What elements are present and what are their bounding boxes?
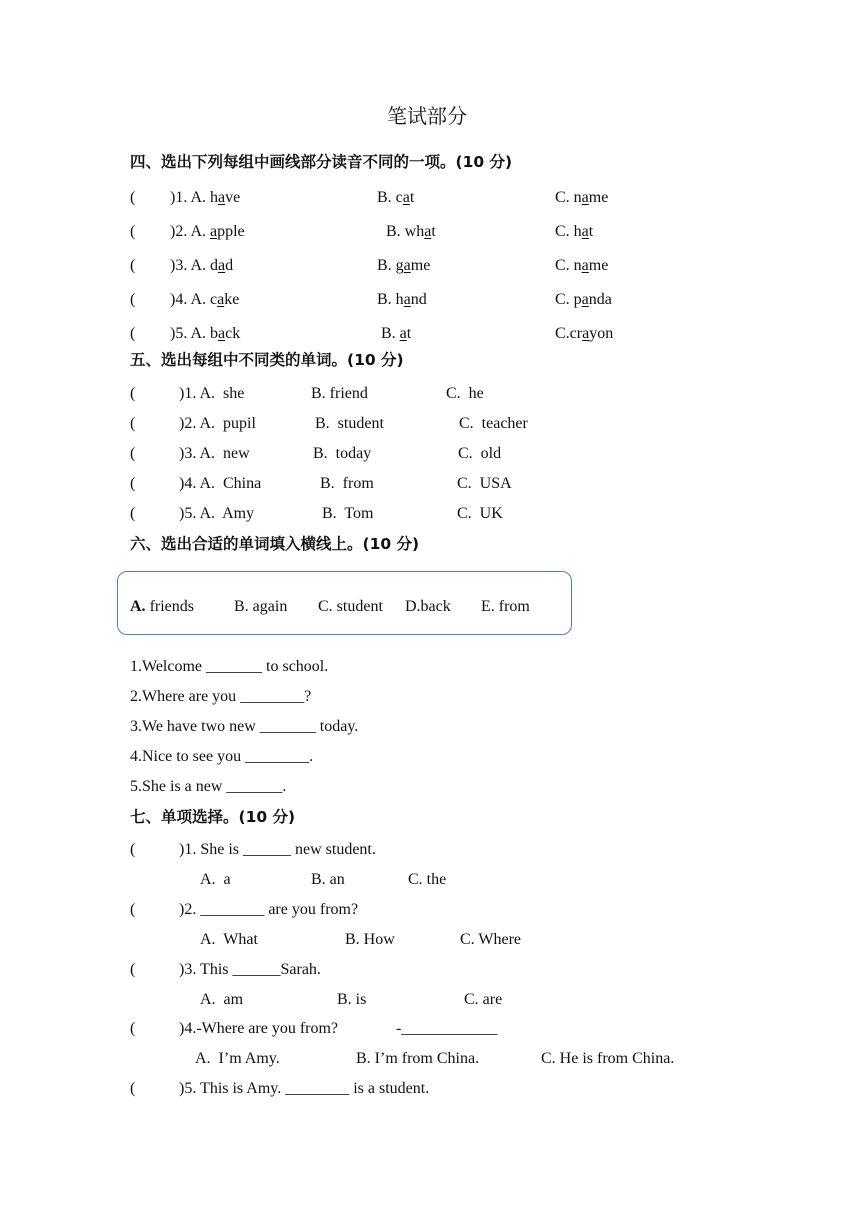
section-4-heading: 四、选出下列每组中画线部分读音不同的一项。(10 分) (130, 153, 513, 171)
sec5-open-paren-3: ( (130, 445, 136, 462)
sec7-option-c-1: C. the (408, 871, 447, 888)
sec4-answer-slot-1: )1. A. have (170, 189, 241, 206)
sec5-open-paren-4: ( (130, 475, 136, 492)
sec7-option-b-1: B. an (311, 871, 345, 888)
sec5-open-paren-1: ( (130, 385, 136, 402)
sec7-option-a-4: A. I’m Amy. (195, 1050, 280, 1067)
sec5-option-c-1: C. he (446, 385, 484, 402)
fill-blank-1: 1.Welcome _______ to school. (130, 658, 329, 675)
word-bank-a: A. friends (130, 598, 194, 615)
word-bank-e: E. from (481, 598, 530, 615)
sec4-open-paren-2: ( (130, 223, 136, 240)
sec7-open-paren-2: ( (130, 901, 136, 918)
sec4-option-b-5: B. at (381, 325, 412, 342)
sec5-option-b-5: B. Tom (322, 505, 374, 522)
sec4-answer-slot-2: )2. A. apple (170, 223, 245, 240)
sec7-option-c-2: C. Where (460, 931, 522, 948)
sec5-open-paren-2: ( (130, 415, 136, 432)
sec7-option-a-2: A. What (200, 931, 258, 948)
sec7-option-a-1: A. a (200, 871, 231, 888)
sec4-answer-slot-4: )4. A. cake (170, 291, 240, 308)
sec4-option-c-3: C. name (555, 257, 609, 274)
fill-blank-3: 3.We have two new _______ today. (130, 718, 359, 735)
sec7-answer-slot-2: )2. ________ are you from? (179, 901, 359, 918)
section-7-heading: 七、单项选择。(10 分) (130, 808, 296, 826)
sec5-option-c-4: C. USA (457, 475, 512, 492)
sec7-option-b-4: B. I’m from China. (356, 1050, 480, 1067)
sec5-option-c-3: C. old (458, 445, 502, 462)
sec5-answer-slot-5: )5. A. Amy (179, 505, 255, 522)
sec4-open-paren-4: ( (130, 291, 136, 308)
sec5-answer-slot-3: )3. A. new (179, 445, 250, 462)
sec7-open-paren-3: ( (130, 961, 136, 978)
sec4-answer-slot-5: )5. A. back (170, 325, 241, 342)
sec5-open-paren-5: ( (130, 505, 136, 522)
sec4-open-paren-1: ( (130, 189, 136, 206)
sec7-option-b-2: B. How (345, 931, 395, 948)
sec4-option-c-1: C. name (555, 189, 609, 206)
sec7-answer-slot-3: )3. This ______Sarah. (179, 961, 321, 978)
sec4-open-paren-5: ( (130, 325, 136, 342)
sec4-option-c-4: C. panda (555, 291, 612, 308)
sec5-answer-slot-1: )1. A. she (179, 385, 245, 402)
word-bank-c: C. student (318, 598, 383, 615)
sec5-option-c-5: C. UK (457, 505, 503, 522)
sec7-option-b-3: B. is (337, 991, 367, 1008)
sec4-open-paren-3: ( (130, 257, 136, 274)
sec7-option-a-3: A. am (200, 991, 244, 1008)
sec4-option-b-2: B. what (386, 223, 436, 240)
sec7-answer-slot-4: )4.-Where are you from? (179, 1020, 339, 1037)
word-bank-b: B. again (234, 598, 288, 615)
fill-blank-5: 5.She is a new _______. (130, 778, 287, 795)
sec7-open-paren-1: ( (130, 841, 136, 858)
sec7-option-c-4: C. He is from China. (541, 1050, 675, 1067)
section-5-heading: 五、选出每组中不同类的单词。(10 分) (130, 351, 404, 369)
word-bank-d: D.back (405, 598, 451, 615)
sec5-option-b-1: B. friend (311, 385, 368, 402)
sec5-option-b-4: B. from (320, 475, 374, 492)
sec5-option-c-2: C. teacher (459, 415, 528, 432)
sec5-option-b-2: B. student (315, 415, 384, 432)
sec4-option-b-1: B. cat (377, 189, 415, 206)
sec5-option-b-3: B. today (313, 445, 372, 462)
fill-blank-4: 4.Nice to see you ________. (130, 748, 314, 765)
sec4-option-c-2: C. hat (555, 223, 594, 240)
sec4-option-c-5: C.crayon (555, 325, 614, 342)
sec7-answer-slot-5: )5. This is Amy. ________ is a student. (179, 1080, 430, 1097)
sec7-open-paren-5: ( (130, 1080, 136, 1097)
sec4-answer-slot-3: )3. A. dad (170, 257, 234, 274)
sec7-answer-slot-1: )1. She is ______ new student. (179, 841, 376, 858)
sec5-answer-slot-2: )2. A. pupil (179, 415, 256, 432)
sec4-option-b-4: B. hand (377, 291, 427, 308)
sec7-reply-blank-4: -____________ (396, 1020, 498, 1037)
sec7-option-c-3: C. are (464, 991, 503, 1008)
sec4-option-b-3: B. game (377, 257, 431, 274)
sec7-open-paren-4: ( (130, 1020, 136, 1037)
fill-blank-2: 2.Where are you ________? (130, 688, 312, 705)
section-6-heading: 六、选出合适的单词填入横线上。(10 分) (130, 535, 420, 553)
page-title: 笔试部分 (387, 104, 467, 128)
sec5-answer-slot-4: )4. A. China (179, 475, 262, 492)
